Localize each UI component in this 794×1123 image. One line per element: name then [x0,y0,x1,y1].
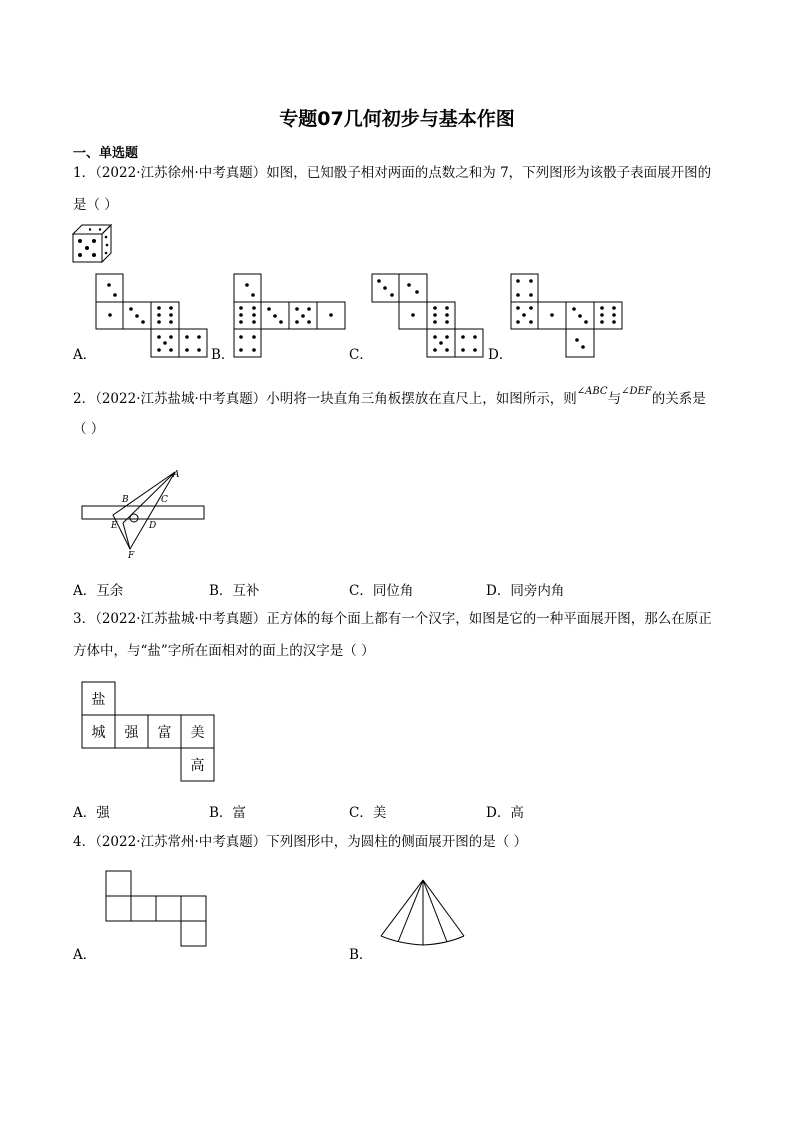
label-a: A [173,470,180,480]
dice-cube-figure [73,225,113,263]
q4-line1: 4．（2022·江苏常州·中考真题）下列图形中，为圆柱的侧面展开图的是（ ） [73,834,528,850]
q2-line1 [73,386,706,411]
q1-net-b [234,274,346,357]
q2-option-c[interactable]: C．同位角 [349,583,414,599]
q3-option-b[interactable]: B．富 [209,805,246,821]
q1-net-a [96,274,208,357]
q1-net-c [372,274,484,357]
q4-pyramid-b [380,878,466,946]
q4-option-b[interactable]: B． [349,947,373,963]
q2-option-d[interactable]: D．同旁内角 [486,583,565,599]
cell-cheng: 城 [91,725,106,741]
q3-option-d[interactable]: D．高 [486,805,524,821]
cell-mei: 美 [190,725,205,741]
q2-option-a[interactable]: A．互余 [73,583,124,599]
q3-option-a[interactable]: A．强 [73,805,110,821]
q4-net-a [106,871,208,947]
label-f: F [128,551,135,561]
cube-net-chars-figure [82,682,216,782]
q2-option-b[interactable]: B．互补 [209,583,260,599]
q3-line2: 方体中，与“盐”字所在面相对的面上的汉字是（ ） [73,643,375,659]
q1-option-c[interactable]: C． [349,347,373,363]
q3-option-c[interactable]: C．美 [349,805,387,821]
q1-net-d [511,274,623,357]
label-c: C [161,495,168,505]
q1-line2: 是（ ） [73,197,118,213]
q1-line1: 1．（2022·江苏徐州·中考真题）如图，已知骰子相对两面的点数之和为 7，下列图形为该骰子表面展开图的 [73,165,712,181]
q3-line1: 3．（2022·江苏盐城·中考真题）正方体的每个面上都有一个汉字，如图是它的一种平面展开图，那么在原正 [73,611,712,627]
section-heading: 一、单选题 [73,146,139,161]
q1-option-d[interactable]: D． [488,347,513,363]
cell-gao: 高 [190,758,205,774]
ruler-triangle-figure [82,466,206,561]
label-e: E [111,521,118,531]
q4-option-a[interactable]: A． [73,947,97,963]
q1-option-b[interactable]: B． [211,347,235,363]
angle-abc-label: ∠ABC [576,386,608,397]
q1-option-a[interactable]: A． [73,347,97,363]
cell-qiang: 强 [124,725,139,741]
label-b: B [122,495,129,505]
angle-def-label: ∠DEF [621,386,652,397]
q2-prefix: 2．（2022·江苏盐城·中考真题）小明将一块直角三角板摆放在直尺上，如图所示，则 [73,391,577,407]
cell-yan: 盐 [91,692,106,708]
q2-suffix: 的关系是 [651,391,706,407]
q2-line2: （ ） [73,421,105,437]
label-d: D [149,521,157,531]
page-title: 专题07几何初步与基本作图 [279,108,515,130]
q2-mid: 与 [607,391,622,407]
cell-fu: 富 [157,725,172,741]
